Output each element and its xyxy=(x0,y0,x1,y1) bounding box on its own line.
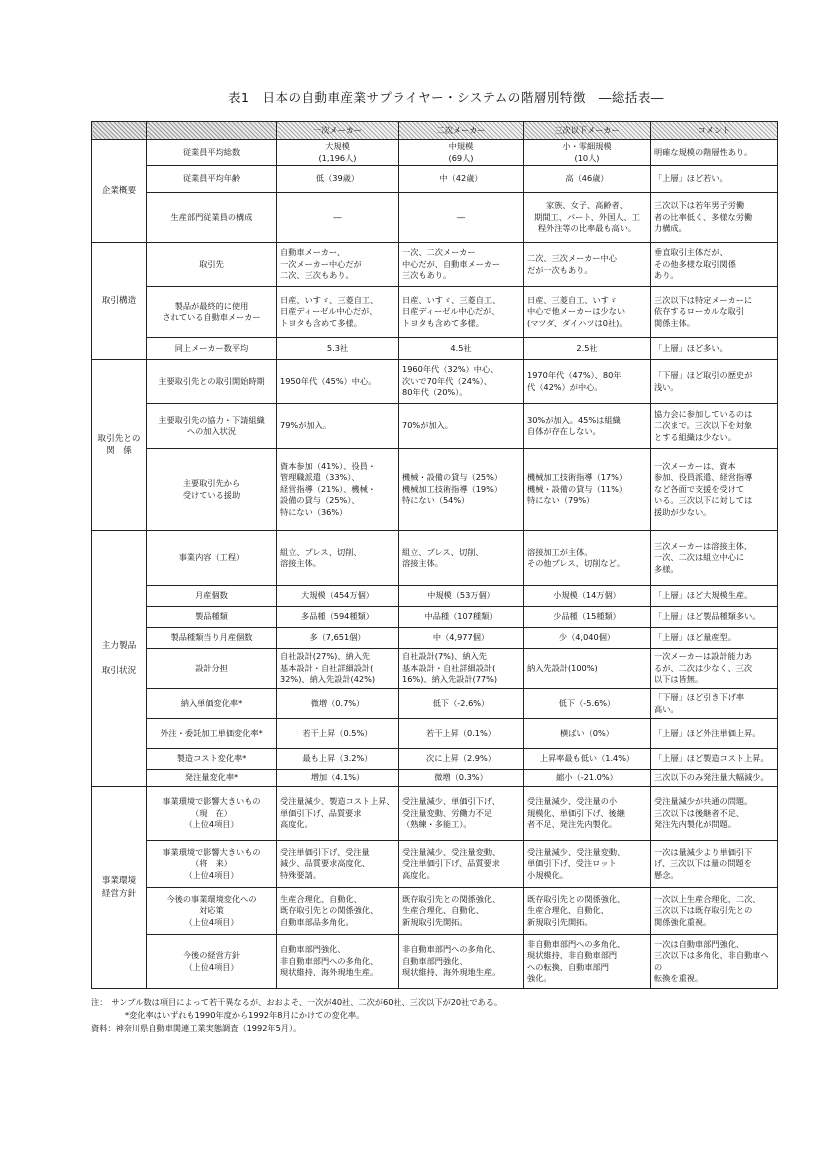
comment-cell: 一次以上生産合理化、二次、 三次以下は既存取引先との 関係強化重視。 xyxy=(651,888,778,935)
comment-cell: 三次以下のみ発注量大幅減少。 xyxy=(651,770,778,787)
item-cell: 従業員平均年齢 xyxy=(147,166,277,193)
item-cell: 事業内容（工程） xyxy=(147,531,277,586)
comment-cell: 一次は自動車部門強化、 三次以下は多角化、非自動車への 転換を重視。 xyxy=(651,935,778,989)
comment-cell: 明確な規模の階層性あり。 xyxy=(651,140,778,166)
tier2-cell: 中規模 (69人) xyxy=(399,140,524,166)
tier2-cell: 低下（-2.6%） xyxy=(399,689,524,719)
tier3-cell: 既存取引先との関係強化、 生産合理化、自動化、 新規取引先開拓。 xyxy=(524,888,651,935)
tier2-cell: 中規模（53万個） xyxy=(399,586,524,607)
tier2-cell: 若干上昇（0.1%） xyxy=(399,719,524,749)
header-comment: コメント xyxy=(651,122,778,140)
header-tier3: 三次以下メーカー xyxy=(524,122,651,140)
category-cell: 企業概要 xyxy=(92,140,147,243)
comment-cell: 協力会に参加しているのは 二次まで。三次以下を対象 とする組織は少ない。 xyxy=(651,404,778,449)
note-change-rate: *変化率はいずれも1990年度から1992年8月にかけての変化率。 xyxy=(125,1010,365,1021)
header-tier2: 二次メーカー xyxy=(399,122,524,140)
tier3-cell: 小・零細規模 (10人) xyxy=(524,140,651,166)
table-row xyxy=(92,193,778,243)
tier2-cell: 受注量減少、受注量変動、 受注単価引下げ、品質要求 高度化。 xyxy=(399,841,524,888)
tier2-cell: 受注量減少、単価引下げ、 受注量変動、労働力不足 （熟練・多能工）。 xyxy=(399,787,524,841)
table-row xyxy=(92,404,778,449)
tier3-cell: 2.5社 xyxy=(524,338,651,360)
item-cell: 月産個数 xyxy=(147,586,277,607)
tier1-cell: 多品種（594種類） xyxy=(277,607,399,628)
tier1-cell: 多（7,651個） xyxy=(277,628,399,649)
tier1-cell: 受注量減少、製造コスト上昇、 単価引下げ、品質要求 高度化。 xyxy=(277,787,399,841)
category-cell: 取引先との 関 係 xyxy=(92,360,147,531)
tier1-cell: 自動車メーカー、 一次メーカー中心だが 二次、三次もあり。 xyxy=(277,243,399,287)
table-row xyxy=(92,449,778,531)
tier1-cell: 微増（0.7%） xyxy=(277,689,399,719)
item-cell: 取引先 xyxy=(147,243,277,287)
table-row xyxy=(92,166,778,193)
tier3-cell: 納入先設計(100%) xyxy=(524,649,651,689)
tier2-cell: 自社設計(7%)、納入先 基本設計・自社詳細設計( 16%)、納入先設計(77%) xyxy=(399,649,524,689)
tier2-cell: 微増（0.3%） xyxy=(399,770,524,787)
table-row xyxy=(92,749,778,770)
table-row xyxy=(92,770,778,787)
tier3-cell: 横ばい（0%） xyxy=(524,719,651,749)
comment-cell: 「上層」ほど量産型。 xyxy=(651,628,778,649)
tier3-cell: 低下（-5.6%） xyxy=(524,689,651,719)
item-cell: 事業環境で影響大きいもの （将 来） （上位4項目） xyxy=(147,841,277,888)
item-cell: 今後の経営方針 （上位4項目） xyxy=(147,935,277,989)
item-cell: 製品種類当り月産個数 xyxy=(147,628,277,649)
tier2-cell: 日産、いすゞ、三菱自工、 日産ディーゼル中心だが、 トヨタも含めて多様。 xyxy=(399,287,524,338)
tier2-cell: 組立、プレス、切削、 溶接主体。 xyxy=(399,531,524,586)
tier2-cell: 中品種（107種類） xyxy=(399,607,524,628)
tier1-cell: 受注単価引下げ、受注量 減少、品質要求高度化、 特殊要請。 xyxy=(277,841,399,888)
comment-cell: 一次メーカーは設計能力あ るが、二次は少なく、三次 以下は皆無。 xyxy=(651,649,778,689)
comment-cell: 垂直取引主体だが、 その他多様な取引関係 あり。 xyxy=(651,243,778,287)
tier2-cell: 中（42歳） xyxy=(399,166,524,193)
item-cell: 主要取引先の協力・下請組織 への加入状況 xyxy=(147,404,277,449)
tier1-cell: ― xyxy=(277,193,399,243)
item-cell: 設計分担 xyxy=(147,649,277,689)
table-row xyxy=(92,689,778,719)
table-row xyxy=(92,287,778,338)
comment-cell: 三次以下は若年男子労働 者の比率低く、多様な労働 力構成。 xyxy=(651,193,778,243)
tier1-cell: 日産、いすゞ、三菱自工、 日産ディーゼル中心だが、 トヨタも含めて多様。 xyxy=(277,287,399,338)
header-row xyxy=(92,122,778,140)
comment-cell: 「下層」ほど引き下げ率 高い。 xyxy=(651,689,778,719)
tier3-cell: 溶接加工が主体。 その他プレス、切削など。 xyxy=(524,531,651,586)
tier2-cell: 既存取引先との関係強化、 生産合理化、自動化、 新規取引先開拓。 xyxy=(399,888,524,935)
table-row xyxy=(92,140,778,166)
tier1-cell: 自社設計(27%)、納入先 基本設計・自社詳細設計( 32%)、納入先設計(42%) xyxy=(277,649,399,689)
table-row xyxy=(92,719,778,749)
table-row xyxy=(92,338,778,360)
item-cell: 生産部門従業員の構成 xyxy=(147,193,277,243)
note-source: 資料：神奈川県自動車関連工業実態調査（1992年5月）。 xyxy=(91,1023,302,1034)
tier3-cell: 少（4,040個） xyxy=(524,628,651,649)
tier1-cell: 自動車部門強化、 非自動車部門への多角化、 現状維持、海外現地生産。 xyxy=(277,935,399,989)
table-row xyxy=(92,243,778,287)
comment-cell: 「上層」ほど若い。 xyxy=(651,166,778,193)
tier3-cell: 縮小（-21.0%） xyxy=(524,770,651,787)
comment-cell: 一次は量減少より単価引下 げ、三次以下は量の問題を 懸念。 xyxy=(651,841,778,888)
category-cell: 事業環境 経営方針 xyxy=(92,787,147,989)
item-cell: 主要取引先から 受けている援助 xyxy=(147,449,277,531)
table-row xyxy=(92,935,778,989)
tier3-cell: 受注量減少、受注量変動、 単価引下げ、受注ロット 小規模化。 xyxy=(524,841,651,888)
comment-cell: 「上層」ほど大規模生産。 xyxy=(651,586,778,607)
table-row xyxy=(92,531,778,586)
tier1-cell: 増加（4.1%） xyxy=(277,770,399,787)
tier2-cell: 4.5社 xyxy=(399,338,524,360)
item-cell: 外注・委託加工単価変化率* xyxy=(147,719,277,749)
tier2-cell: 70%が加入。 xyxy=(399,404,524,449)
comment-cell: 「上層」ほど多い。 xyxy=(651,338,778,360)
table-body xyxy=(92,140,778,989)
summary-table xyxy=(91,121,778,989)
tier3-cell: 非自動車部門への多角化、 現状維持、非自動車部門 への転換、自動車部門 強化。 xyxy=(524,935,651,989)
tier3-cell: 日産、三菱自工、いすゞ 中心で他メーカーは少ない (マツダ、ダイハツは0社)。 xyxy=(524,287,651,338)
tier3-cell: 上昇率最も低い（1.4%） xyxy=(524,749,651,770)
table-row xyxy=(92,841,778,888)
item-cell: 納入単価変化率* xyxy=(147,689,277,719)
tier1-cell: 大規模 (1,196人) xyxy=(277,140,399,166)
tier2-cell: 次に上昇（2.9%） xyxy=(399,749,524,770)
tier1-cell: 資本参加（41%）、役員・ 管理職派遣（33%）、 経営指導（21%）、機械・ 設備の貸与（25%）、 特にない（36%） xyxy=(277,449,399,531)
notes xyxy=(91,996,781,1035)
tier1-cell: 若干上昇（0.5%） xyxy=(277,719,399,749)
tier1-cell: 5.3社 xyxy=(277,338,399,360)
table-row xyxy=(92,586,778,607)
tier2-cell: ― xyxy=(399,193,524,243)
comment-cell: 「上層」ほど外注単価上昇。 xyxy=(651,719,778,749)
header-tier1: 一次メーカー xyxy=(277,122,399,140)
header-blank xyxy=(92,122,147,140)
item-cell: 今後の事業環境変化への 対応策 （上位4項目） xyxy=(147,888,277,935)
tier3-cell: 1970年代（47%）、80年 代（42%）が中心。 xyxy=(524,360,651,404)
comment-cell: 三次メーカーは溶接主体、 一次、二次は組立中心に 多様。 xyxy=(651,531,778,586)
tier3-cell: 二次、三次メーカー中心 だが一次もあり。 xyxy=(524,243,651,287)
tier1-cell: 組立、プレス、切削、 溶接主体。 xyxy=(277,531,399,586)
item-cell: 発注量変化率* xyxy=(147,770,277,787)
tier2-cell: 一次、二次メーカー 中心だが、自動車メーカー 三次もあり。 xyxy=(399,243,524,287)
tier3-cell: 高（46歳） xyxy=(524,166,651,193)
tier3-cell: 30%が加入。45%は組織 自体が存在しない。 xyxy=(524,404,651,449)
tier2-cell: 中（4,977個） xyxy=(399,628,524,649)
item-cell: 主要取引先との取引開始時期 xyxy=(147,360,277,404)
item-cell: 従業員平均総数 xyxy=(147,140,277,166)
comment-cell: 「下層」ほど取引の歴史が 浅い。 xyxy=(651,360,778,404)
tier1-cell: 最も上昇（3.2%） xyxy=(277,749,399,770)
tier2-cell: 機械・設備の貸与（25%） 機械加工技術指導（19%） 特にない（54%） xyxy=(399,449,524,531)
tier1-cell: 大規模（454万個） xyxy=(277,586,399,607)
table-row xyxy=(92,607,778,628)
tier2-cell: 非自動車部門への多角化、 自動車部門強化、 現状維持、海外現地生産。 xyxy=(399,935,524,989)
category-cell: 取引構造 xyxy=(92,243,147,360)
table-row xyxy=(92,628,778,649)
comment-cell: 一次メーカーは、資本 参加、役員派遣、経営指導 など各面で支援を受けて いる。三次以下に対しては 援助が少ない。 xyxy=(651,449,778,531)
header-blank xyxy=(147,122,277,140)
comment-cell: 「上層」ほど製品種類多い。 xyxy=(651,607,778,628)
comment-cell: 三次以下は特定メーカーに 依存するローカルな取引 関係主体。 xyxy=(651,287,778,338)
tier1-cell: 低（39歳） xyxy=(277,166,399,193)
item-cell: 製品が最終的に使用 されている自動車メーカー xyxy=(147,287,277,338)
tier3-cell: 機械加工技術指導（17%） 機械・設備の貸与（11%） 特にない（79%） xyxy=(524,449,651,531)
table-row xyxy=(92,888,778,935)
note-sample: 注： サンプル数は項目によって若干異なるが、おおよそ、一次が40社、二次が60社、三次以下が20社である。 xyxy=(91,997,503,1007)
table-row xyxy=(92,649,778,689)
tier1-cell: 79%が加入。 xyxy=(277,404,399,449)
category-cell: 主力製品 取引状況 xyxy=(92,531,147,787)
table-row xyxy=(92,360,778,404)
item-cell: 同上メーカー数平均 xyxy=(147,338,277,360)
item-cell: 事業環境で影響大きいもの （現 在） （上位4項目） xyxy=(147,787,277,841)
item-cell: 製品種類 xyxy=(147,607,277,628)
tier1-cell: 生産合理化、自動化、 既存取引先との関係強化、 自動車部品多角化。 xyxy=(277,888,399,935)
table-title: 表1 日本の自動車産業サプライヤー・システムの階層別特徴 ―総括表― xyxy=(228,90,664,105)
comment-cell: 受注量減少が共通の問題。 三次以下は後継者不足、 発注先内製化が問題。 xyxy=(651,787,778,841)
tier3-cell: 受注量減少、受注量の小 規模化、単価引下げ、後継 者不足、発注先内製化。 xyxy=(524,787,651,841)
item-cell: 製造コスト変化率* xyxy=(147,749,277,770)
tier3-cell: 小規模（14万個） xyxy=(524,586,651,607)
tier3-cell: 少品種（15種類） xyxy=(524,607,651,628)
tier2-cell: 1960年代（32%）中心、 次いで70年代（24%）、 80年代（20%）。 xyxy=(399,360,524,404)
table-row xyxy=(92,787,778,841)
tier3-cell: 家族、女子、高齢者、 期間工、パート、外国人、工 程外注等の比率最も高い。 xyxy=(524,193,651,243)
tier1-cell: 1950年代（45%）中心。 xyxy=(277,360,399,404)
comment-cell: 「上層」ほど製造コスト上昇。 xyxy=(651,749,778,770)
